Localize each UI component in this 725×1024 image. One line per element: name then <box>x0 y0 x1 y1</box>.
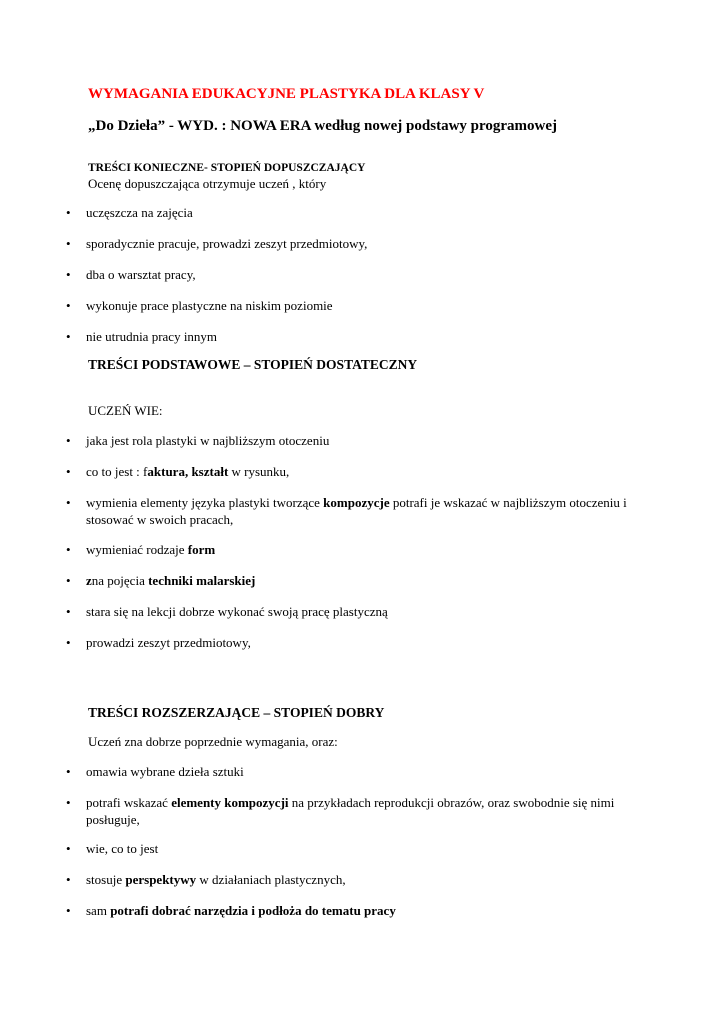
bullet-icon: • <box>66 841 71 856</box>
list-item-text <box>86 463 646 480</box>
list-item-text <box>86 204 646 221</box>
section-intro-dopuszczajacy: Ocenę dopuszczająca otrzymuje uczeń , który <box>88 176 327 191</box>
bold-term: kompozycje <box>323 495 390 510</box>
bullet-icon: • <box>66 635 71 650</box>
bullet-icon: • <box>66 542 71 557</box>
list-item-text <box>86 794 646 828</box>
section-heading-dostateczny: TREŚCI PODSTAWOWE – STOPIEŃ DOSTATECZNY <box>88 357 418 372</box>
bold-term: form <box>187 542 216 557</box>
bold-term: potrafi dobrać narzędzia i podłoża do tematu pracy <box>110 903 396 918</box>
bullet-icon: • <box>66 872 71 887</box>
bullet-icon: • <box>66 464 71 479</box>
list-item-text <box>86 297 646 314</box>
bold-term: z <box>86 573 92 588</box>
list-item-text <box>86 603 646 620</box>
text-run: w rysunku, <box>228 464 290 479</box>
text-run: sporadycznie pracuje, prowadzi zeszyt przedmiotowy, <box>86 236 368 251</box>
bullet-icon: • <box>66 298 71 313</box>
bullet-icon: • <box>66 903 71 918</box>
bullet-icon: • <box>66 495 71 510</box>
text-run: co to jest : f <box>86 464 148 479</box>
text-run: sam <box>86 903 111 918</box>
text-run: stosuje <box>86 872 126 887</box>
list-item-text <box>86 871 646 888</box>
document-title: WYMAGANIA EDUKACYJNE PLASTYKA DLA KLASY V <box>88 86 485 102</box>
text-run: wykonuje prace plastyczne na niskim poziomie <box>86 298 333 313</box>
text-run: stara się na lekcji dobrze wykonać swoją pracę plastyczną <box>86 604 388 619</box>
bold-term: perspektywy <box>125 872 197 887</box>
section-intro-dobry: Uczeń zna dobrze poprzednie wymagania, oraz: <box>88 734 338 749</box>
bold-term: aktura, kształt <box>147 464 229 479</box>
section-heading-dobry: TREŚCI ROZSZERZAJĄCE – STOPIEŃ DOBRY <box>88 705 385 720</box>
text-run: omawia wybrane dzieła sztuki <box>86 764 244 779</box>
section-heading-dopuszczajacy: TREŚCI KONIECZNE- STOPIEŃ DOPUSZCZAJĄCY <box>88 162 366 174</box>
text-run: wymienia elementy języka plastyki tworzące <box>86 495 324 510</box>
text-run: jaka jest rola plastyki w najbliższym otoczeniu <box>86 433 330 448</box>
text-run: dba o warsztat pracy, <box>86 267 196 282</box>
bullet-icon: • <box>66 267 71 282</box>
list-item-text <box>86 328 646 345</box>
bold-term: elementy kompozycji <box>171 795 289 810</box>
text-run: na pojęcia <box>91 573 149 588</box>
text-run: uczęszcza na zajęcia <box>86 205 193 220</box>
list-item-text <box>86 266 646 283</box>
bullet-icon: • <box>66 205 71 220</box>
text-run: w działaniach plastycznych, <box>196 872 346 887</box>
text-run: nie utrudnia pracy innym <box>86 329 218 344</box>
list-item-text <box>86 572 646 589</box>
text-run: potrafi je wskazać w najbliższym otoczeniu i stosować w swoich pracach, <box>86 495 627 527</box>
list-item-text <box>86 763 646 780</box>
list-item-text <box>86 902 646 919</box>
list-item-text <box>86 840 646 857</box>
bullet-icon: • <box>66 764 71 779</box>
bold-term: techniki malarskiej <box>148 573 256 588</box>
bullet-icon: • <box>66 433 71 448</box>
list-item-text <box>86 494 646 528</box>
list-item-text <box>86 235 646 252</box>
list-item-text <box>86 541 646 558</box>
list-item-text <box>86 634 646 651</box>
text-run: wie, co to jest <box>86 841 159 856</box>
list-item-text <box>86 432 646 449</box>
text-run: potrafi wskazać <box>86 795 172 810</box>
bullet-icon: • <box>66 604 71 619</box>
document-subtitle: „Do Dzieła” - WYD. : NOWA ERA według nowej podstawy programowej <box>88 118 558 134</box>
bullet-icon: • <box>66 573 71 588</box>
text-run: prowadzi zeszyt przedmiotowy, <box>86 635 251 650</box>
bullet-icon: • <box>66 329 71 344</box>
bullet-icon: • <box>66 236 71 251</box>
text-run: na przykładach reprodukcji obrazów, oraz swobodnie się nimi posługuje, <box>86 795 615 827</box>
bullet-icon: • <box>66 795 71 810</box>
section-intro-dostateczny: UCZEŃ WIE: <box>88 403 163 418</box>
text-run: wymieniać rodzaje <box>86 542 188 557</box>
